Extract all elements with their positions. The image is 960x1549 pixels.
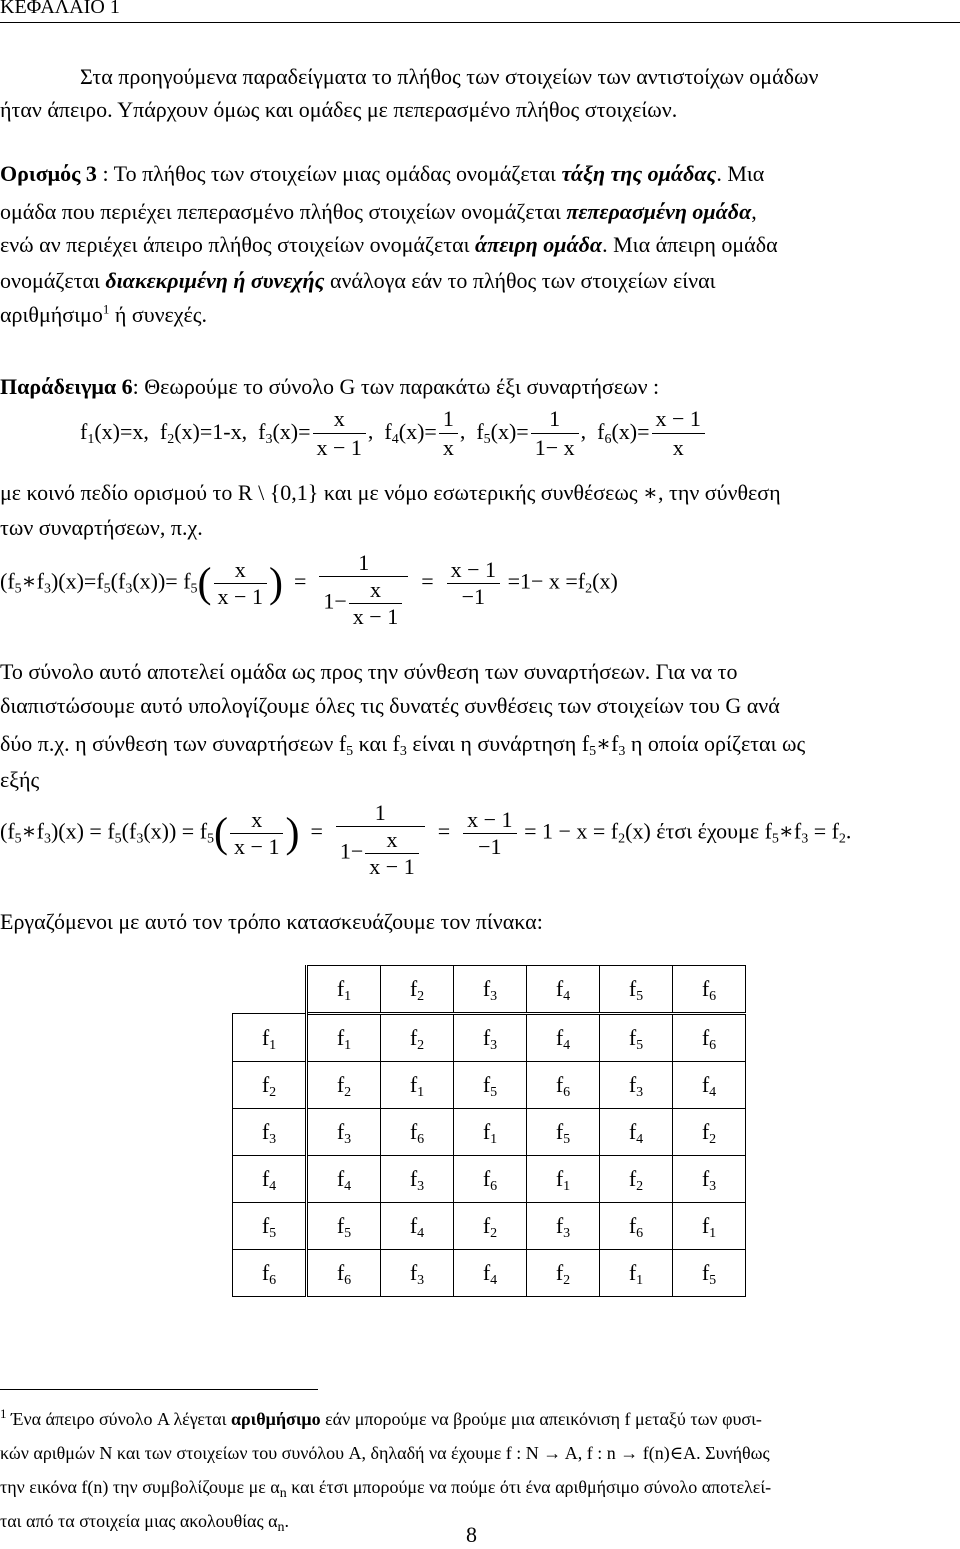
term-discrete: διακεκριμένη ή συνεχής [105,268,325,293]
table-cell: $f_4$ [454,1250,527,1297]
table-cell: $f_1$ [307,1014,381,1062]
f5-def: $f_5(x)=$ $\frac{1}{1- x}$ [476,419,580,444]
header-rule [0,22,960,23]
footnote-term: αριθμήσιμο [230,1409,321,1429]
intro-line-2: ήταν άπειρο. Υπάρχουν όμως και ομάδες με πεπερασμένο πλήθος στοιχείων. [0,97,678,122]
definition-line-4 [0,264,716,297]
table-cell: $f_6$ [381,1109,454,1156]
table-cell: $f_5$ [307,1203,381,1250]
definition-text: : Το πλήθος των στοιχείων μιας ομάδας ονομάζεται [96,161,562,186]
row-header: $f_4$ [233,1156,307,1203]
table-row [233,1156,746,1203]
definition-text: . Μια [716,161,765,186]
table-corner [233,966,307,1014]
footnote-line-2: κών αριθμών N και των στοιχείων του συνόλου A, δηλαδή να έχουμε f : N → A, f : n → f(n)∈A. Συνήθως [0,1443,770,1463]
f6-def: $f_6(x)=$ $\frac{x - 1}{x}$ [597,419,707,444]
table-cell: $f_4$ [307,1156,381,1203]
definition-line-5 [0,298,207,331]
table-cell: $f_1$ [673,1203,746,1250]
table-cell: $f_3$ [673,1156,746,1203]
domain-line-2: των συναρτήσεων, π.χ. [0,515,203,540]
table-cell: $f_2$ [454,1203,527,1250]
nested-fraction: 1 1− $\frac{x}{x - 1}$ [336,800,425,880]
table-cell: $f_1$ [527,1156,600,1203]
f3-def: $f_3(x)=$ $\frac{x}{x - 1}$ [258,419,368,444]
footnote-rule [0,1389,318,1390]
table-cell: $f_5$ [527,1109,600,1156]
definition-line-2 [0,195,757,228]
table-cell: $f_3$ [381,1250,454,1297]
fraction: $\frac{x}{x - 1}$ [313,405,366,462]
definition-line-1 [0,157,960,190]
fraction: $\frac{1}{x}$ [439,405,458,462]
table-cell: $f_4$ [381,1203,454,1250]
table-cell: $f_3$ [527,1203,600,1250]
table-cell: $f_1$ [600,1250,673,1297]
f1-def: $f_1(x)=x$, [80,418,149,447]
composition-1: $(f_5∗f_3)(x)=f_5(f_3(x))= f_5$( $\frac{x}{x - 1}$ ) = 1 1− $\frac{x}{x - 1}$ = $\frac{x - 1}{-1}$ $=1- x =f_2(x)$ [0,550,618,629]
chapter-header: ΚΕΦΑΛΑΙΟ 1 [0,0,120,18]
definition-text: ή συνεχές. [109,302,208,327]
table-cell: $f_1$ [381,1062,454,1109]
table-cell: $f_2$ [527,1250,600,1297]
table-row [233,1203,746,1250]
fraction: $\frac{x - 1}{x}$ [652,405,705,462]
table-cell: $f_3$ [307,1109,381,1156]
footnote-line-1: $^1$ Ένα άπειρο σύνολο A λέγεται αριθμήσιμο εάν μπορούμε να βρούμε μια απεικόνιση f μεταξύ των φυσι- [0,1406,762,1429]
example-text: : Θεωρούμε το σύνολο G των παρακάτω έξι συναρτήσεων : [132,374,660,399]
table-cell: $f_3$ [600,1062,673,1109]
col-header: $f_4$ [527,966,600,1014]
example-heading [0,370,659,403]
table-cell: $f_6$ [600,1203,673,1250]
nested-fraction: 1 1− $\frac{x}{x - 1}$ [319,550,408,630]
f4-def: $f_4(x)=$ $\frac{1}{x}$ [384,419,459,444]
para2-line-2: διαπιστώσουμε αυτό υπολογίζουμε όλες τις δυνατές συνθέσεις των στοιχείων του G ανά [0,693,780,718]
fraction: $\frac{x - 1}{-1}$ [447,557,500,610]
table-cell: $f_3$ [381,1156,454,1203]
table-cell: $f_2$ [381,1014,454,1062]
fraction: $\frac{1}{1- x}$ [531,405,579,462]
definition-text: . Μια άπειρη ομάδα [602,232,778,257]
composition-2: $(f_5∗f_3)(x) = f_5(f_3(x)) = f_5$( $\frac{x}{x - 1}$ ) = 1 1− $\frac{x}{x - 1}$ = $\frac{x - 1}{-1}$ = $1 - x = f_2(x)$ έτσι έχουμε $f_5∗f_3 = f_2$. [0,800,852,879]
table-cell: $f_2$ [307,1062,381,1109]
table-cell: $f_6$ [673,1014,746,1062]
definition-text: ομάδα που περιέχει πεπερασμένο πλήθος στοιχείων ονομάζεται [0,199,567,224]
page-number: 8 [466,1522,477,1547]
table-cell: $f_3$ [454,1014,527,1062]
intro-line-1: Στα προηγούμενα παραδείγματα το πλήθος των στοιχείων των αντιστοίχων ομάδων [80,64,819,89]
definition-text: αριθμήσιμο [0,302,103,327]
table-cell: $f_1$ [454,1109,527,1156]
table-cell: $f_4$ [527,1014,600,1062]
cayley-table [232,965,746,1297]
footnote-line-4: ται από τα στοιχεία μιας ακολουθίας $\alpha_n$. [0,1511,290,1535]
footnote-line-3: την εικόνα f(n) την συμβολίζουμε με $\alpha_n$ και έτσι μπορούμε να πούμε ότι ένα αριθμήσιμο σύνολο αποτελεί- [0,1477,772,1501]
table-cell: $f_2$ [600,1156,673,1203]
domain-line-1: με κοινό πεδίο ορισμού το R \ {0,1} και με νόμο εσωτερικής συνθέσεως ∗, την σύνθεση [0,480,781,505]
table-row [233,1014,746,1062]
row-header: $f_5$ [233,1203,307,1250]
para2-line-4: εξής [0,767,40,792]
col-header: $f_3$ [454,966,527,1014]
working-line: Εργαζόμενοι με αυτό τον τρόπο κατασκευάζουμε τον πίνακα: [0,909,543,934]
functions-line: $f_1(x)=x$, $f_2(x)=1-x$, $f_3(x)=$ $\frac{x}{x - 1}$ , $f_4(x)=$ $\frac{1}{x}$ , $f_5(x)=$ $\frac{1}{1- x}$ , $f_6(x)=$ $\frac{x - 1}{x}$ [80,405,707,462]
para2-line-1: Το σύνολο αυτό αποτελεί ομάδα ως προς την σύνθεση των συναρτήσεων. Για να το [0,659,738,684]
definition-line-3 [0,228,778,261]
fraction: $\frac{x}{x - 1}$ [214,557,267,610]
definition-text: ενώ αν περιέχει άπειρο πλήθος στοιχείων ονομάζεται [0,232,476,257]
table-row [233,1250,746,1297]
col-header: $f_5$ [600,966,673,1014]
term-order: τάξη της ομάδας [561,161,717,186]
table-cell: $f_2$ [673,1109,746,1156]
fraction: $\frac{x}{x - 1}$ [230,807,283,860]
col-header: $f_6$ [673,966,746,1014]
row-header: $f_3$ [233,1109,307,1156]
col-header: $f_2$ [381,966,454,1014]
table-cell: $f_6$ [527,1062,600,1109]
table-row [233,1062,746,1109]
table-cell: $f_6$ [307,1250,381,1297]
table-cell: $f_4$ [600,1109,673,1156]
row-header: $f_2$ [233,1062,307,1109]
definition-text: ανάλογα εάν το πλήθος των στοιχείων είναι [324,268,716,293]
table-header-row [233,966,746,1014]
term-infinite: άπειρη ομάδα [475,232,603,257]
definition-text: ονομάζεται [0,268,106,293]
footnote [0,1402,771,1538]
row-header: $f_1$ [233,1014,307,1062]
table-row [233,1109,746,1156]
footnote-ref: 1 [102,301,110,317]
table-cell: $f_4$ [673,1062,746,1109]
term-finite: πεπερασμένη ομάδα [566,199,752,224]
fraction: $\frac{x - 1}{-1}$ [463,807,516,860]
example-label: Παράδειγμα 6 [0,374,133,399]
table-cell: $f_6$ [454,1156,527,1203]
f2-def: $f_2(x)=1-x$, [159,418,248,447]
para2-line-3: δύο π.χ. η σύνθεση των συναρτήσεων $f_5$ και $f_3$ είναι η συνάρτηση $f_5∗f_3$ η οποία ορίζεται ως [0,731,806,759]
row-header: $f_6$ [233,1250,307,1297]
table-cell: $f_5$ [600,1014,673,1062]
col-header: $f_1$ [307,966,381,1014]
definition-label: Ορισμός 3 [0,161,97,186]
table-cell: $f_5$ [673,1250,746,1297]
table-cell: $f_5$ [454,1062,527,1109]
definition-text: , [751,199,757,224]
